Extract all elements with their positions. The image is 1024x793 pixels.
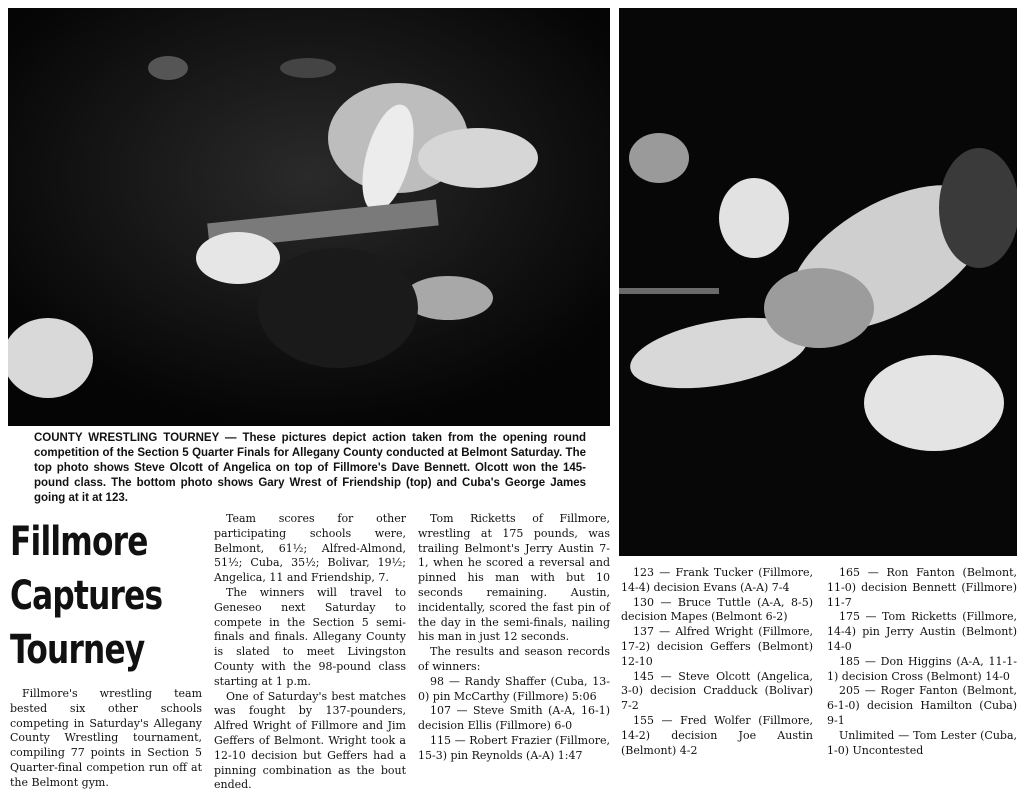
result-98: 98 — Randy Shaffer (Cuba, 13-0) pin McCarthy (Fillmore) 5:06 — [418, 674, 610, 703]
photo-caption: COUNTY WRESTLING TOURNEY — These pictures depict action taken from the opening round competition of the Section 5 Quarter Finals for Allegany County conducted at Belmont Saturday. The top photo shows Steve Olcott of Angelica on top of Fillmore's Dave Bennett. Olcott won the 145-pound class. The bottom photo shows Gary Wrest of Friendship (top) and Cuba's George James going at it at 123. — [34, 432, 586, 504]
result-205: 205 — Roger Fanton (Belmont, 6-1-0) decision Hamilton (Cuba) 9-1 — [827, 684, 1017, 727]
result-115: 115 — Robert Frazier (Fillmore, 15-3) pin Reynolds (A-A) 1:47 — [418, 733, 610, 762]
article-column-5 — [827, 566, 1017, 758]
headline — [10, 515, 166, 677]
article-column-2 — [214, 512, 406, 793]
headline-line-1: Fillmore — [10, 519, 148, 565]
result-185: 185 — Don Higgins (A-A, 11-1-1) decision Cross (Belmont) 14-0 — [827, 654, 1017, 683]
article-column-1 — [10, 687, 202, 791]
result-107: 107 — Steve Smith (A-A, 16-1) decision Ellis (Fillmore) 6-0 — [418, 704, 610, 733]
wrestling-photo-right — [619, 8, 1017, 556]
article-paragraph-4: One of Saturday's best matches was fought by 137-pounders, Alfred Wright of Fillmore and Jim Geffers of Belmont. Wright took a 12-10 decision but Geffers had a pinning combination as the bout ended. — [214, 689, 406, 792]
headline-line-2: Captures — [10, 573, 163, 619]
wrestling-photo-top — [8, 8, 610, 426]
wrestling-photo-top-image — [8, 8, 610, 426]
result-123: 123 — Frank Tucker (Fillmore, 14-4) decision Evans (A-A) 7-4 — [621, 566, 813, 594]
result-130: 130 — Bruce Tuttle (A-A, 8-5) decision Mapes (Belmont 6-2) — [621, 595, 813, 624]
result-155: 155 — Fred Wolfer (Fillmore, 14-2) decision Joe Austin (Belmont) 4-2 — [621, 713, 813, 757]
article-column-4 — [621, 566, 813, 758]
article-paragraph-3: The winners will travel to Geneseo next Saturday to compete in the Section 5 semi-finals and finals. Allegany County is slated to meet Livingston County with the 98-pound class starting at 1 p.m. — [214, 585, 406, 688]
result-165: 165 — Ron Fanton (Belmont, 11-0) decision Bennett (Fillmore) 11-7 — [827, 566, 1017, 609]
result-unlimited: Unlimited — Tom Lester (Cuba, 1-0) Uncontested — [827, 728, 1017, 757]
article-lead: Fillmore's wrestling team bested six other schools competing in Saturday's Allegany County Wrestling tournament, compiling 77 points in Section 5 Quarter-final competion run off at the Belmont gym. — [10, 687, 202, 789]
article-paragraph-6: The results and season records of winners: — [418, 645, 610, 673]
headline-line-3: Tourney — [10, 627, 145, 673]
result-145: 145 — Steve Olcott (Angelica, 3-0) decision Cradduck (Bolivar) 7-2 — [621, 669, 813, 713]
article-paragraph-2: Team scores for other participating schools were, Belmont, 61½; Alfred-Almond, 51½; Cuba, 35½; Bolivar, 19½; Angelica, 11 and Friendship, 7. — [214, 512, 406, 585]
article-paragraph-5: Tom Ricketts of Fillmore, wrestling at 175 pounds, was trailing Belmont's Jerry Austin 7-1, when he scored a reversal and pinned his man with but 10 seconds remaining. Austin, incidentally, scored the fast pin of the day in the semi-finals, nailing his man in just 12 seconds. — [418, 512, 610, 644]
wrestling-photo-right-image — [619, 8, 1017, 556]
article-column-3 — [418, 512, 610, 764]
result-137: 137 — Alfred Wright (Fillmore, 17-2) decision Geffers (Belmont) 12-10 — [621, 625, 813, 668]
result-175: 175 — Tom Ricketts (Fillmore, 14-4) pin Jerry Austin (Belmont) 14-0 — [827, 610, 1017, 653]
